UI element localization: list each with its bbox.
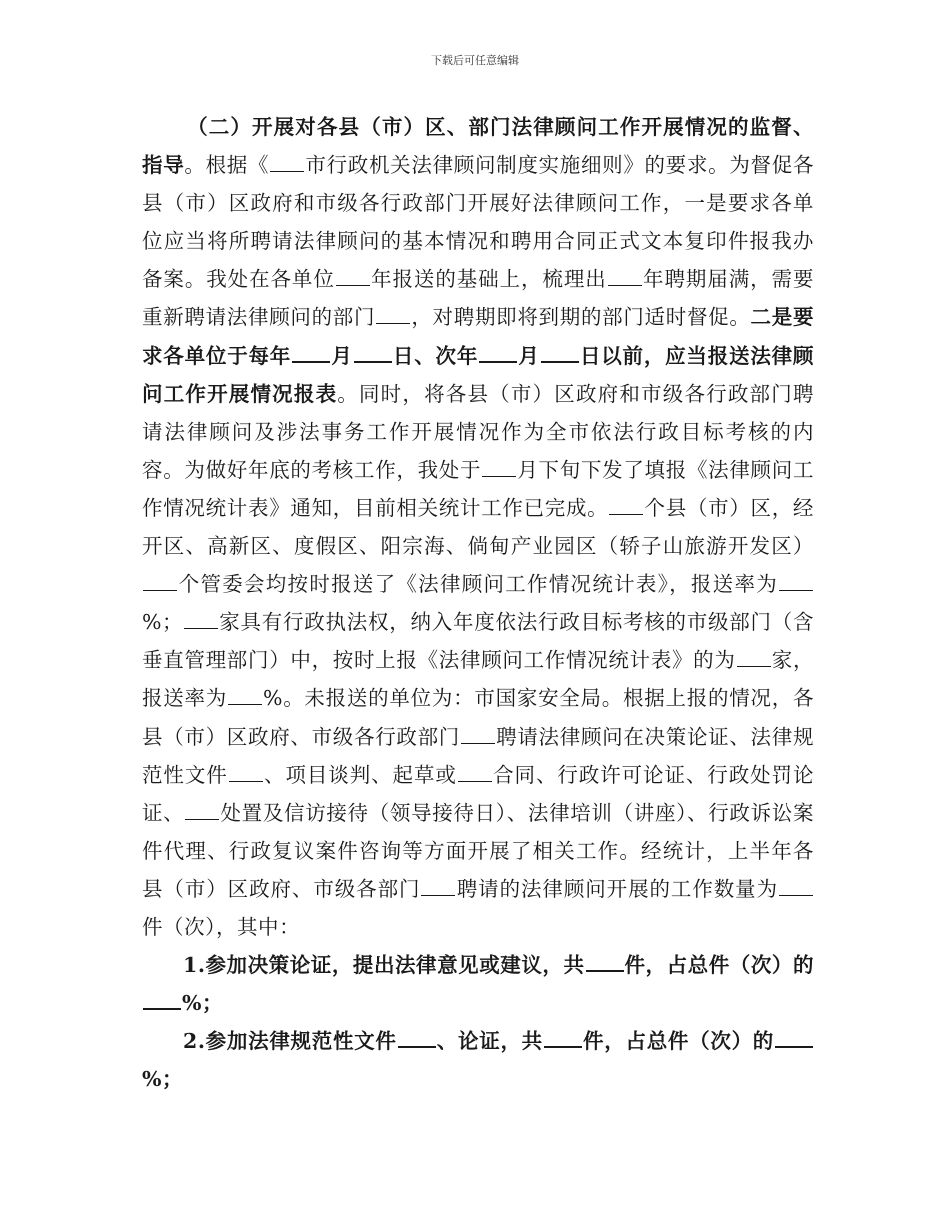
blank-field — [398, 1045, 436, 1048]
blank-field — [544, 1045, 582, 1048]
blank-field — [609, 513, 643, 515]
blank-field — [292, 360, 330, 363]
blank-field — [608, 284, 642, 286]
blank-field — [143, 1007, 181, 1010]
blank-field — [482, 475, 516, 477]
blank-field — [185, 818, 219, 820]
bold-requirement: 二是要求各单位于每年 月 日、次年 月 日以前，应当报送法律顾问工作开展情况报表 — [142, 305, 814, 406]
list-item-regulatory-documents: 2.参加法律规范性文件 、论证，共 件，占总件（次）的%； — [142, 1022, 814, 1098]
blank-field — [376, 322, 410, 324]
list-item-decision-review: 1.参加决策论证，提出法律意见或建议，共 件，占总件（次）的%； — [142, 946, 814, 1022]
blank-field — [229, 780, 263, 782]
blank-field — [336, 284, 370, 286]
blank-field — [737, 665, 771, 667]
blank-field — [354, 360, 392, 363]
blank-field — [270, 170, 304, 172]
blank-field — [143, 589, 177, 591]
section-heading: （二）开展对各县（市）区、部门法律顾问工作开展情况的监督、指导 — [142, 115, 814, 178]
blank-field — [779, 894, 813, 896]
blank-field — [541, 360, 579, 363]
blank-field — [779, 589, 813, 591]
blank-field — [586, 969, 624, 972]
document-body — [142, 108, 814, 1098]
blank-field — [461, 742, 495, 744]
running-header: 下载后可任意编辑 — [431, 54, 519, 67]
blank-field — [228, 703, 262, 705]
blank-field — [421, 894, 455, 896]
blank-field — [775, 1045, 813, 1048]
blank-field — [184, 627, 218, 629]
blank-field — [479, 360, 517, 363]
blank-field — [458, 780, 492, 782]
paragraph-supervision: （二）开展对各县（市）区、部门法律顾问工作开展情况的监督、指导。根据《 市行政机关法律顾问制度实施细则》的要求。为督促各县（市）区政府和市级各行政部门开展好法律顾问工作，一是要求各单位应当将所聘请法律顾问的基本情况和聘用合同正式文本复印件报我办备案。我处在各单位 年报送的基础上，梳理出 年聘期届满，需要重新聘请法律顾问的部门 ，对聘期即将到期的部门适时督促。二是要求各单位于每年 月 日、次年 月 日以前，应当报送法律顾问工作开展情况报表。同时，将各县（市）区政府和市级各行政部门聘请法律顾问及涉法事务工作开展情况作为全市依法行政目标考核的内容。为做好年底的考核工作，我处于 月下旬下发了填报《法律顾问工作情况统计表》通知，目前相关统计工作已完成。 个县（市）区，经开区、高新区、度假区、阳宗海、倘甸产业园区（轿子山旅游开发区）个管委会均按时报送了《法律顾问工作情况统计表》，报送率为%； 家具有行政执法权，纳入年度依法行政目标考核的市级部门（含垂直管理部门）中，按时上报《法律顾问工作情况统计表》的为 家，报送率为 %。未报送的单位为：市国家安全局。根据上报的情况，各县（市）区政府、市级各行政部门 聘请法律顾问在决策论证、法律规范性文件 、项目谈判、起草或 合同、行政许可论证、行政处罚论证、 处置及信访接待（领导接待日）、法律培训（讲座）、行政诉讼案件代理、行政复议案件咨询等方面开展了相关工作。经统计，上半年各县（市）区政府、市级各部门 聘请的法律顾问开展的工作数量为件（次），其中： — [142, 115, 815, 939]
